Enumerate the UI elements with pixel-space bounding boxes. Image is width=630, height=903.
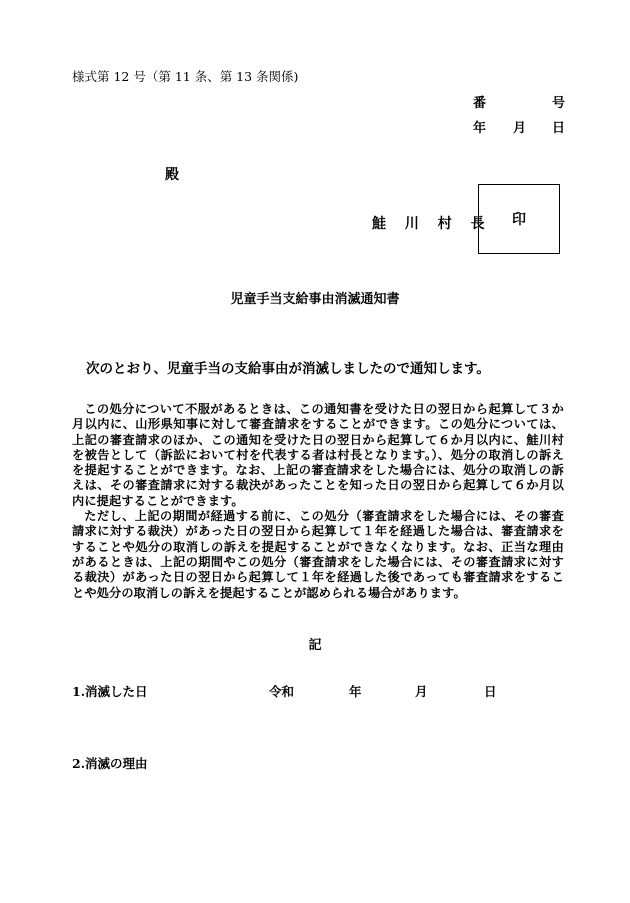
- appeal-instructions: [72, 402, 564, 601]
- issue-date-month-label: 月: [513, 121, 527, 136]
- issue-date-day-label: 日: [552, 121, 566, 136]
- issue-date-year-label: 年: [473, 121, 487, 136]
- extinction-year-label: 年: [349, 684, 362, 699]
- seal-label: 印: [512, 212, 526, 228]
- document-number-label: 番: [473, 96, 487, 111]
- document-title: 児童手当支給事由消滅通知書: [230, 292, 400, 307]
- document-number-suffix: 号: [552, 96, 566, 111]
- seal-box: [478, 184, 560, 254]
- era-label: 令和: [269, 684, 295, 699]
- form-number-label: 様式第 12 号（第 11 条、第 13 条関係): [72, 69, 299, 84]
- record-heading: 記: [308, 638, 322, 653]
- addressee-honorific: 殿: [165, 167, 179, 183]
- extinction-date-label: 1.消滅した日: [72, 684, 148, 699]
- notice-text: 次のとおり、児童手当の支給事由が消滅しましたので通知します。: [86, 361, 490, 377]
- extinction-month-label: 月: [415, 684, 428, 699]
- extinction-day-label: 日: [484, 684, 497, 699]
- sender-name: 鮭 川 村 長: [372, 216, 492, 232]
- appeal-paragraph: ただし、上記の期間が経過する前に、この処分（審査請求をした場合には、その審査請求に対する裁決）があった日の翌日から起算して１年を経過した場合は、審査請求をすることや処分の取消しの訴えを提起することができなくなります。なお、正当な理由があるときは、上記の期間やこの処分（審査請求をした場合には、その審査請求に対する裁決）があった日の翌日から起算して１年を経過した後であっても審査請求をすることや処分の取消しの訴えを提起することが認められる場合があります。: [72, 509, 564, 600]
- appeal-paragraph: この処分について不服があるときは、この通知書を受けた日の翌日から起算して３か月以内に、山形県知事に対して審査請求をすることができます。この処分については、上記の審査請求のほか、この通知を受けた日の翌日から起算して６か月以内に、鮭川村を被告として（訴訟において村を代表する者は村長となります。）、処分の取消しの訴えを提起することができます。なお、上記の審査請求をした場合には、処分の取消しの訴えは、その審査請求に対する裁決があったことを知った日の翌日から起算して６か月以内に提起することができます。: [72, 402, 564, 508]
- extinction-reason-label: 2.消滅の理由: [72, 756, 148, 771]
